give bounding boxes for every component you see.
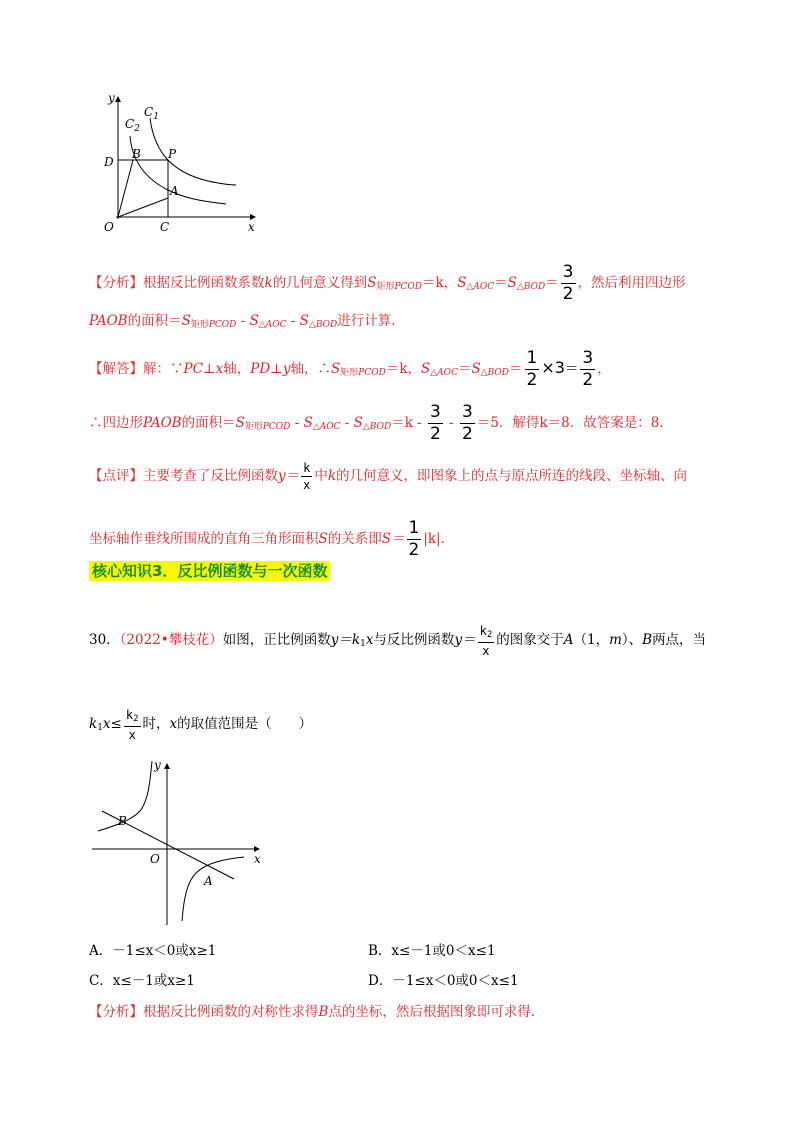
y-axis-arrow	[115, 96, 121, 102]
label-c1: $C_1$	[144, 105, 159, 122]
label-o: O	[150, 852, 160, 866]
question-30-line-1: 30．（2022•攀枝花）如图，正比例函数$y=k_1x$与反比例函数y＝ $\frac{k_2}{x}$ 的图象交于A（1，m）、B两点，当	[89, 623, 707, 658]
label-b: B	[132, 147, 141, 161]
label-x: x	[254, 852, 261, 866]
option-b[interactable]: B．x≤－1或0＜x≤1	[368, 943, 496, 959]
label-y: y	[108, 91, 115, 105]
option-a[interactable]: A．－1≤x＜0或x≥1	[89, 943, 217, 959]
y-axis-arrow	[164, 763, 170, 769]
analysis-1-line-2: PAOB的面积$=S_{矩形PCOD} - S_{\triangle AOC} - S_{\triangle BOD}$进行计算．	[89, 313, 405, 330]
comment-1-line-2: 坐标轴作垂线所围成的直角三角形面积S的关系即S＝ $\frac{1}{2}$ |k|．	[89, 518, 455, 560]
question-30-line-2: $k_1x\le$ $\frac{k_2}{x}$ 时，x的取值范围是（ ）	[89, 707, 313, 742]
label-c2: $C_2$	[125, 117, 140, 134]
comment-1-line-1: 【点评】主要考查了反比例函数y＝ $\frac{k}{x}$ 中k的几何意义，即图象上的点与原点所连的线段、坐标轴、向	[89, 461, 688, 492]
label-c: C	[160, 220, 170, 234]
label-a: A	[170, 184, 179, 198]
label-p: P	[168, 147, 177, 161]
option-c[interactable]: C．x≤－1或x≥1	[89, 973, 195, 989]
section-heading: 核心知识3．反比例函数与一次函数	[89, 560, 330, 581]
label-o: O	[104, 220, 114, 234]
curve-c1	[150, 118, 236, 185]
analysis-2: 【分析】根据反比例函数的对称性求得B点的坐标，然后根据图象即可求得．	[89, 1004, 545, 1020]
line-oa	[118, 198, 168, 217]
label-a: A	[204, 874, 213, 888]
figure-2-graph	[88, 755, 278, 930]
label-d: D	[104, 155, 114, 169]
figure-1-graph	[88, 88, 268, 238]
label-y: y	[154, 758, 161, 772]
label-b: B	[118, 814, 127, 828]
analysis-1-line-1: 【分析】根据反比例函数系数k的几何意义得到$S_{矩形PCOD}=k$，$S_{\triangle AOC}=S_{\triangle BOD}=$ $\frac{3}{2}$ ，然后利用四边形	[89, 262, 686, 304]
line-ob	[118, 160, 133, 217]
label-x: x	[248, 220, 255, 234]
solution-1-line-1: 【解答】解：∵PC⊥x轴，PD⊥y轴，$\therefore S_{矩形PCOD}=k$，$S_{\triangle AOC}=S_{\triangle BOD}=$ $\frac{1}{2}$ ×3＝ $\frac{3}{2}$ ，	[89, 348, 611, 390]
option-d[interactable]: D．－1≤x＜0或0＜x≤1	[368, 973, 519, 989]
hyperbola-right	[182, 857, 244, 921]
solution-1-line-2: ∴四边形PAOB的面积$=S_{矩形PCOD} - S_{\triangle AOC} - S_{\triangle BOD}=k$ - $\frac{3}{2}$ - $\frac{3}{2}$ ＝5．解得k＝8．故答案是：8．	[89, 402, 673, 444]
